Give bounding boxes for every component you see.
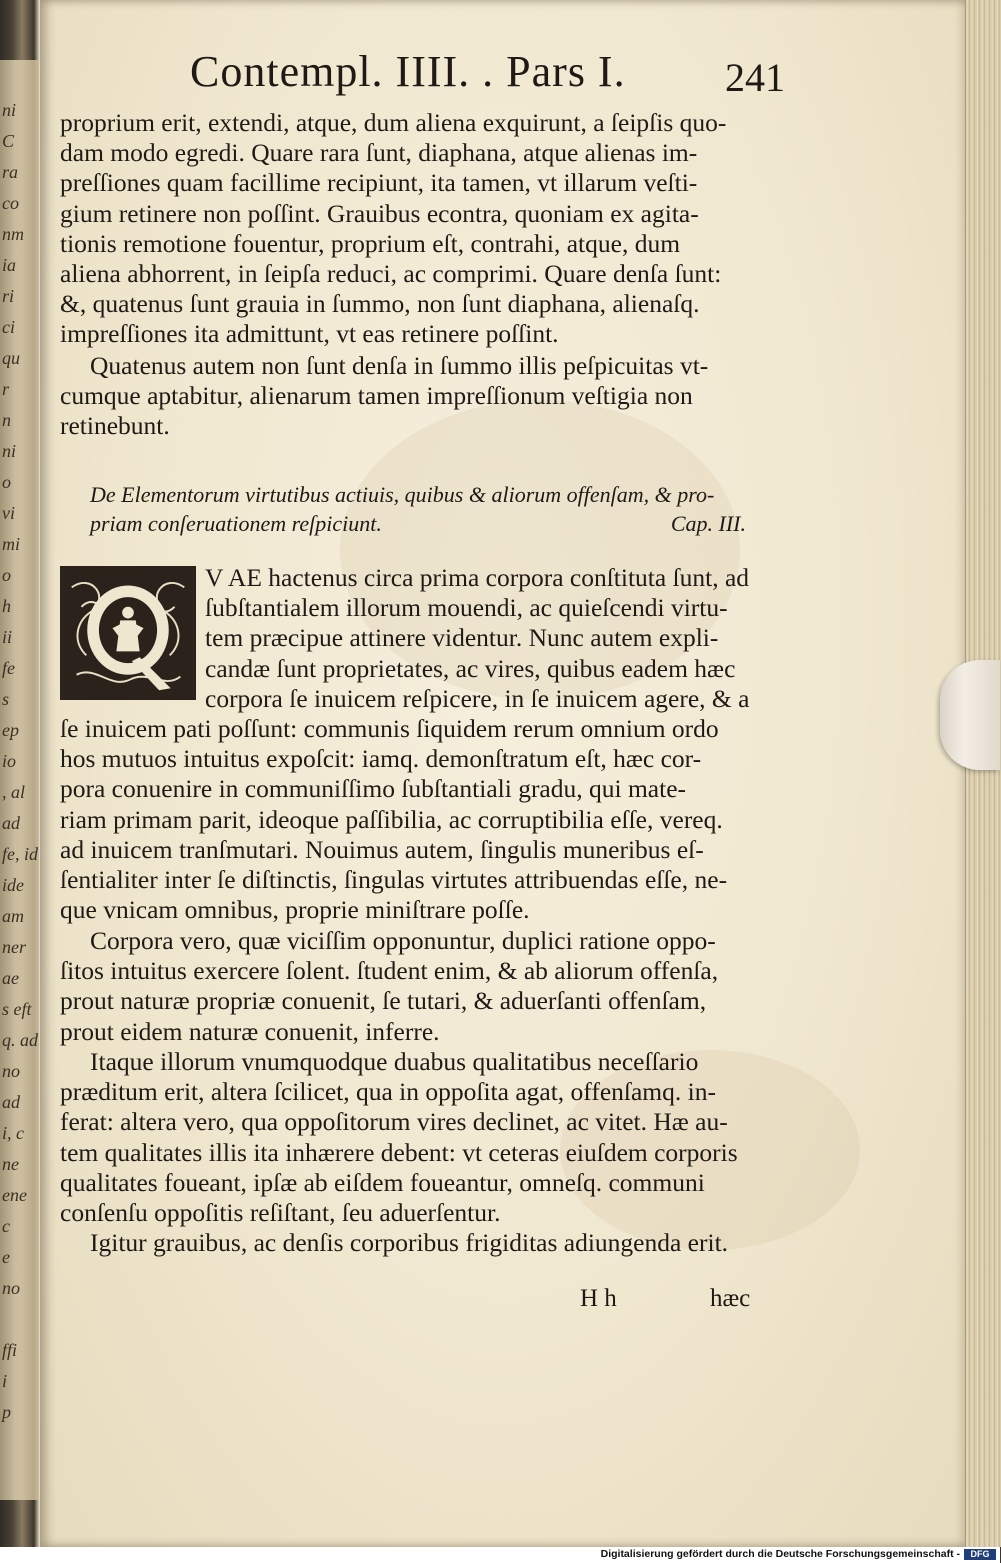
signature-mark: H h (580, 1285, 617, 1312)
text-line: Corpora vero, quæ viciſſim opponuntur, duplici ratione oppo- (90, 926, 716, 955)
text-line: gium retinere non poſſint. Grauibus econtra, quoniam ex agita- (60, 198, 699, 228)
facing-page-fragment: ide (2, 875, 24, 895)
facing-page-fragment: e (2, 1247, 10, 1267)
text-line: ſitos intuitus exercere ſolent. ſtudent enim, & ab aliorum offenſa, (60, 956, 719, 986)
text-line: prout naturæ propriæ conuenit, ſe tutari, & aduerſanti offenſam, (60, 986, 707, 1016)
text-line: Itaque illorum vnumquodque duabus qualitatibus neceſſario (90, 1047, 699, 1076)
paragraph-3-opening (205, 563, 805, 714)
text-line: conſenſu oppoſitis reſiſtant, ſeu aduerſentur. (60, 1198, 501, 1228)
text-line: candæ ſunt proprietates, ac vires, quibus eadem hæc (205, 653, 736, 683)
paragraph-5 (60, 1047, 805, 1228)
facing-page-fragment: ner (2, 937, 26, 957)
paragraph-1 (60, 108, 805, 350)
facing-page-fragment: ne (2, 1154, 19, 1174)
facing-page-fragment: ae (2, 968, 19, 988)
facing-page-fragment: ep (2, 720, 19, 740)
facing-page-fragment: ene (2, 1185, 27, 1205)
chapter-heading-line-2: priam conſeruationem reſpiciunt. (90, 511, 382, 536)
facing-page-fragment: co (2, 193, 19, 213)
facing-page-fragment: fe (2, 658, 15, 678)
facing-page-fragment: no (2, 1278, 20, 1298)
text-line: Igitur grauibus, ac denſis corporibus frigiditas adiungenda erit. (90, 1228, 729, 1257)
text-line: ſe inuicem pati poſſunt: communis ſiquidem rerum omnium ordo (60, 714, 719, 743)
text-line: preſſiones quam facillime recipiunt, ita tamen, vt illarum veſti- (60, 168, 698, 198)
facing-page-fragment: ci (2, 317, 15, 337)
text-line: proprium erit, extendi, atque, dum aliena exquirunt, a ſeipſis quo- (60, 108, 727, 137)
facing-page-fragment: q. ad (2, 1030, 38, 1050)
catchword: hæc (710, 1285, 751, 1312)
text-line: corpora ſe inuicem reſpicere, in ſe inuicem agere, & a (205, 683, 750, 713)
dfg-logo: DFG (964, 1549, 996, 1560)
text-line: que vnicam omnibus, proprie miniſtrare poſſe. (60, 895, 530, 925)
decorated-initial-q-icon (62, 568, 194, 698)
facing-page-fragment: C (2, 131, 15, 151)
text-line: ſentialiter inter ſe diſtinctis, ſingulas virtutes attribuendas eſſe, ne- (60, 865, 728, 895)
text-line: aliena abhorrent, in ſeipſa reduci, ac comprimi. Quare denſa ſunt: (60, 259, 722, 289)
facing-page-fragment: o (2, 565, 11, 585)
paragraph-6 (60, 1228, 805, 1258)
facing-page-fragment: r (2, 379, 10, 399)
facing-page-fragment: ri (2, 286, 15, 306)
facing-page-fragment: n (2, 410, 11, 430)
bookmark-tab (940, 660, 1000, 770)
facing-page-fragment: s (2, 689, 10, 709)
text-line: ad inuicem tranſmutari. Nouimus autem, ſingulis muneribus eſ- (60, 834, 704, 864)
facing-page-fragment: i (2, 1371, 8, 1391)
page-number: 241 (725, 55, 785, 100)
text-line: tionis remotione fouentur, proprium eſt, contrahi, atque, dum (60, 228, 681, 258)
running-head-title: Contempl. IIII. . Pars I. (190, 47, 626, 96)
text-line: V AE hactenus circa prima corpora conſtituta ſunt, ad (205, 563, 750, 592)
text-line: pora conuenire in communiſſimo ſubſtantiali gradu, qui mate- (60, 774, 687, 804)
facing-page-fragment: no (2, 1061, 20, 1081)
text-line: præditum erit, altera ſcilicet, qua in oppoſita agat, offenſamq. in- (60, 1077, 716, 1107)
chapter-number: Cap. III. (670, 511, 746, 536)
text-line: &, quatenus ſunt grauia in ſummo, non ſunt diaphana, alienaſq. (60, 289, 700, 319)
decorated-initial-q (60, 566, 196, 700)
facing-page-fragment: ii (2, 627, 13, 647)
facing-page-fragment: fe, id (2, 844, 38, 864)
running-head (150, 40, 800, 100)
text-line: tem præcipue attinere videntur. Nunc autem expli- (205, 623, 719, 653)
paragraph-2 (60, 351, 805, 442)
text-line: tem qualitates illis ita inhærere debent: vt ceteras eiuſdem corporis (60, 1137, 738, 1167)
text-line: cumque aptabitur, alienarum tamen impreſſionum veſtigia non (60, 381, 693, 411)
facing-page-fragment: ni (2, 100, 17, 120)
facing-page-fragment: qu (2, 348, 20, 368)
facing-page-text-fragments (0, 100, 38, 1550)
facing-page-fragment: ra (2, 162, 19, 182)
text-line: riam primam parit, ideoque paſſibilia, ac corruptibilia eſſe, vereq. (60, 804, 723, 834)
text-line: retinebunt. (60, 411, 170, 441)
text-line: prout eidem naturæ conuenit, inferre. (60, 1016, 440, 1046)
facing-page-fragment: ffi (2, 1340, 18, 1360)
text-line: impreſſiones ita admittunt, vt eas retinere poſſint. (60, 319, 559, 349)
text-line: Quatenus autem non ſunt denſa in ſummo illis peſpicuitas vt- (90, 351, 709, 380)
facing-page-fragment: am (2, 906, 24, 926)
page-fore-edge (965, 0, 1001, 1547)
facing-page-fragment: o (2, 472, 11, 492)
facing-page-fragment: h (2, 596, 11, 616)
text-line: qualitates foueant, ipſæ ab eiſdem foueantur, omneſq. communi (60, 1167, 705, 1197)
text-line: ferat: altera vero, qua oppoſitorum vires declinet, ac vitet. Hæ au- (60, 1107, 728, 1137)
text-line: dam modo egredi. Quare rara ſunt, diaphana, atque alienas im- (60, 138, 698, 168)
facing-page-fragment: ad (2, 1092, 20, 1112)
chapter-heading-line-1: De Elementorum virtutibus actiuis, quibus & aliorum offenſam, & pro- (90, 482, 715, 507)
facing-page-fragment: i, c (2, 1123, 24, 1143)
text-line: hos mutuos intuitus expoſcit: iamq. demonſtratum eſt, hæc cor- (60, 744, 702, 774)
footer-bar (0, 1547, 1000, 1563)
chapter-heading (90, 480, 790, 538)
facing-page-fragment: ni (2, 441, 17, 461)
facing-page-fragment: c (2, 1216, 10, 1236)
facing-page-fragment: vi (2, 503, 15, 523)
facing-page-fragment: ad (2, 813, 20, 833)
facing-page-fragment: ia (2, 255, 17, 275)
text-line: ſubſtantialem illorum mouendi, ac quieſcendi virtu- (205, 593, 728, 623)
footer-credit: Digitalisierung gefördert durch die Deutsche Forschungsgemeinschaft - (600, 1548, 960, 1560)
facing-page-fragment: p (2, 1402, 11, 1422)
facing-page-fragment: mi (2, 534, 20, 554)
facing-page-fragment: , al (2, 782, 26, 802)
facing-page-fragment: s eft (2, 999, 32, 1019)
paragraph-3 (60, 714, 805, 925)
paragraph-4 (60, 926, 805, 1047)
facing-page-fragment: nm (2, 224, 24, 244)
facing-page-fragment: io (2, 751, 17, 771)
